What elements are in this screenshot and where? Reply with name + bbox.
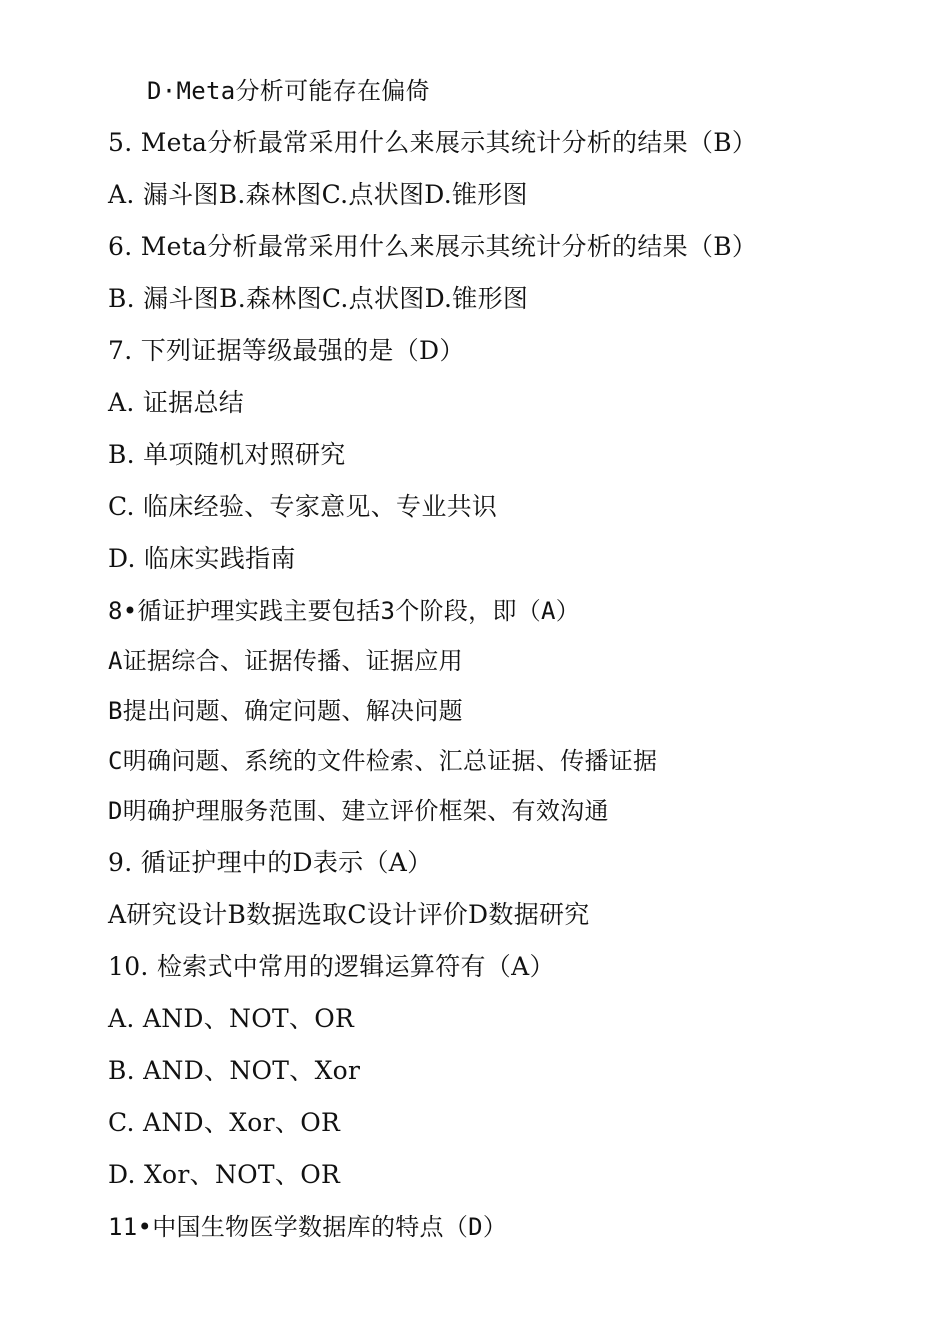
question-10: 10. 检索式中常用的逻辑运算符有（A） [108, 952, 555, 981]
question-8-option-b: B提出问题、确定问题、解决问题 [108, 697, 463, 725]
question-9-options: A研究设计B数据选取C设计评价D数据研究 [108, 900, 590, 929]
question-11: 11•中国生物医学数据库的特点（D） [108, 1213, 508, 1241]
question-8-option-d: D明确护理服务范围、建立评价框架、有效沟通 [108, 797, 609, 825]
question-7-option-b: B. 单项随机对照研究 [108, 440, 346, 469]
question-10-option-b: B. AND、NOT、Xor [108, 1056, 361, 1085]
question-8-option-c: C明确问题、系统的文件检索、汇总证据、传播证据 [108, 747, 658, 775]
question-7-option-a: A. 证据总结 [108, 388, 245, 417]
question-10-option-a: A. AND、NOT、OR [108, 1004, 355, 1033]
question-5-options: A. 漏斗图B.森林图C.点状图D.锥形图 [108, 180, 528, 209]
question-6-options: B. 漏斗图B.森林图C.点状图D.锥形图 [108, 284, 529, 313]
option-d-line: D·Meta分析可能存在偏倚 [147, 77, 430, 105]
question-7-option-d: D. 临床实践指南 [108, 544, 296, 573]
question-10-option-c: C. AND、Xor、OR [108, 1108, 341, 1137]
question-7: 7. 下列证据等级最强的是（D） [108, 336, 465, 365]
question-10-option-d: D. Xor、NOT、OR [108, 1160, 341, 1189]
question-8-option-a: A证据综合、证据传播、证据应用 [108, 647, 463, 675]
question-7-option-c: C. 临床经验、专家意见、专业共识 [108, 492, 498, 521]
question-9: 9. 循证护理中的D表示（A） [108, 848, 433, 877]
question-6: 6. Meta分析最常采用什么来展示其统计分析的结果（B） [108, 232, 758, 261]
question-5: 5. Meta分析最常采用什么来展示其统计分析的结果（B） [108, 128, 758, 157]
question-8: 8•循证护理实践主要包括3个阶段，即（A） [108, 597, 581, 625]
